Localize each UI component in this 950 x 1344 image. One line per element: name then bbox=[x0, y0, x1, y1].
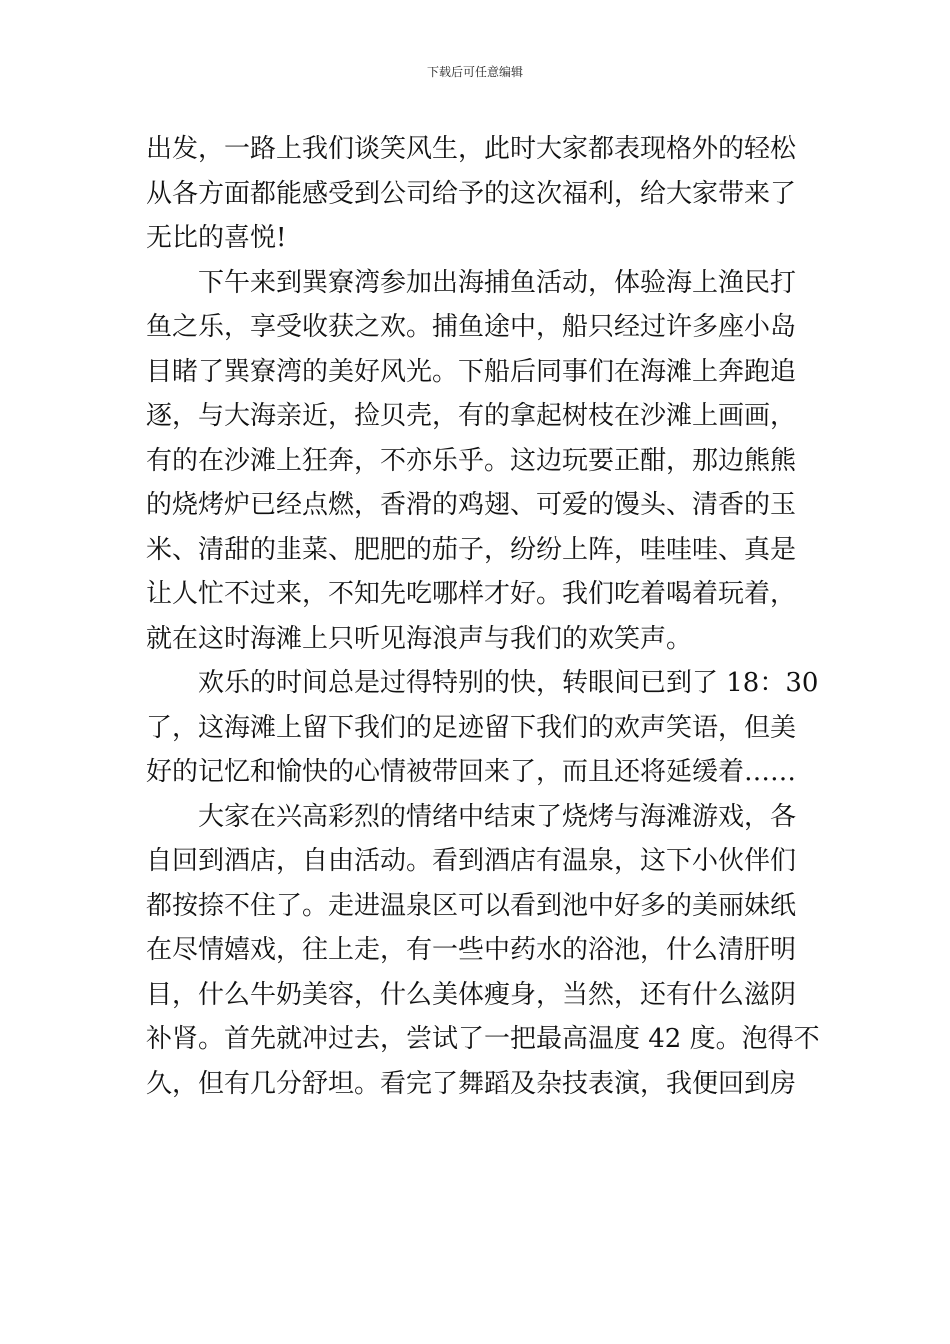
text-line: 在尽情嬉戏，往上走，有一些中药水的浴池，什么清肝明 bbox=[146, 935, 797, 965]
text-line: 久，但有几分舒坦。看完了舞蹈及杂技表演，我便回到房 bbox=[146, 1068, 797, 1099]
text-line: 好的记忆和愉快的心情被带回来了，而且还将延缓着…… bbox=[146, 757, 797, 787]
text-line: 逐，与大海亲近，捡贝壳，有的拿起树枝在沙滩上画画， bbox=[146, 401, 797, 431]
text-line: 鱼之乐，享受收获之欢。捕鱼途中，船只经过许多座小岛 bbox=[146, 312, 797, 342]
text-line: 有的在沙滩上狂奔，不亦乐乎。这边玩要正酣，那边熊熊 bbox=[146, 445, 797, 476]
text-line: 从各方面都能感受到公司给予的这次福利，给大家带来了 bbox=[146, 178, 797, 209]
text-line: 让人忙不过来，不知先吃哪样才好。我们吃着喝着玩着， bbox=[146, 579, 797, 609]
paragraph-1 bbox=[146, 127, 810, 261]
document-body bbox=[146, 127, 820, 1106]
text-line: 目睹了巽寮湾的美好风光。下船后同事们在海滩上奔跑追 bbox=[146, 356, 797, 387]
text-line: 米、清甜的韭菜、肥肥的茄子，纷纷上阵，哇哇哇、真是 bbox=[146, 534, 797, 565]
text-line: 下午来到巽寮湾参加出海捕鱼活动，体验海上渔民打 bbox=[198, 267, 797, 298]
text-line: 无比的喜悦! bbox=[146, 223, 287, 253]
text-line: 自回到酒店，自由活动。看到酒店有温泉，这下小伙伴们 bbox=[146, 846, 797, 876]
text-line: 了，这海滩上留下我们的足迹留下我们的欢声笑语，但美 bbox=[146, 712, 797, 743]
paragraph-3 bbox=[146, 661, 819, 795]
text-line: 目，什么牛奶美容，什么美体瘦身，当然，还有什么滋阴 bbox=[146, 979, 797, 1010]
text-line: 大家在兴高彩烈的情绪中结束了烧烤与海滩游戏，各 bbox=[198, 801, 797, 832]
text-line: 的烧烤炉已经点燃，香滑的鸡翅、可爱的馒头、清香的玉 bbox=[146, 490, 797, 520]
text-line: 补肾。首先就冲过去，尝试了一把最高温度 42 度。泡得不 bbox=[146, 1024, 820, 1054]
paragraph-2 bbox=[146, 261, 810, 662]
paragraph-4 bbox=[146, 795, 820, 1107]
text-line: 都按捺不住了。走进温泉区可以看到池中好多的美丽妹纸 bbox=[146, 890, 797, 921]
text-line: 就在这时海滩上只听见海浪声与我们的欢笑声。 bbox=[146, 623, 693, 654]
text-line: 欢乐的时间总是过得特别的快，转眼间已到了 18：30 bbox=[198, 668, 819, 698]
page-header: 下载后可任意编辑 bbox=[426, 65, 523, 79]
text-line: 出发，一路上我们谈笑风生，此时大家都表现格外的轻松 bbox=[146, 134, 797, 164]
